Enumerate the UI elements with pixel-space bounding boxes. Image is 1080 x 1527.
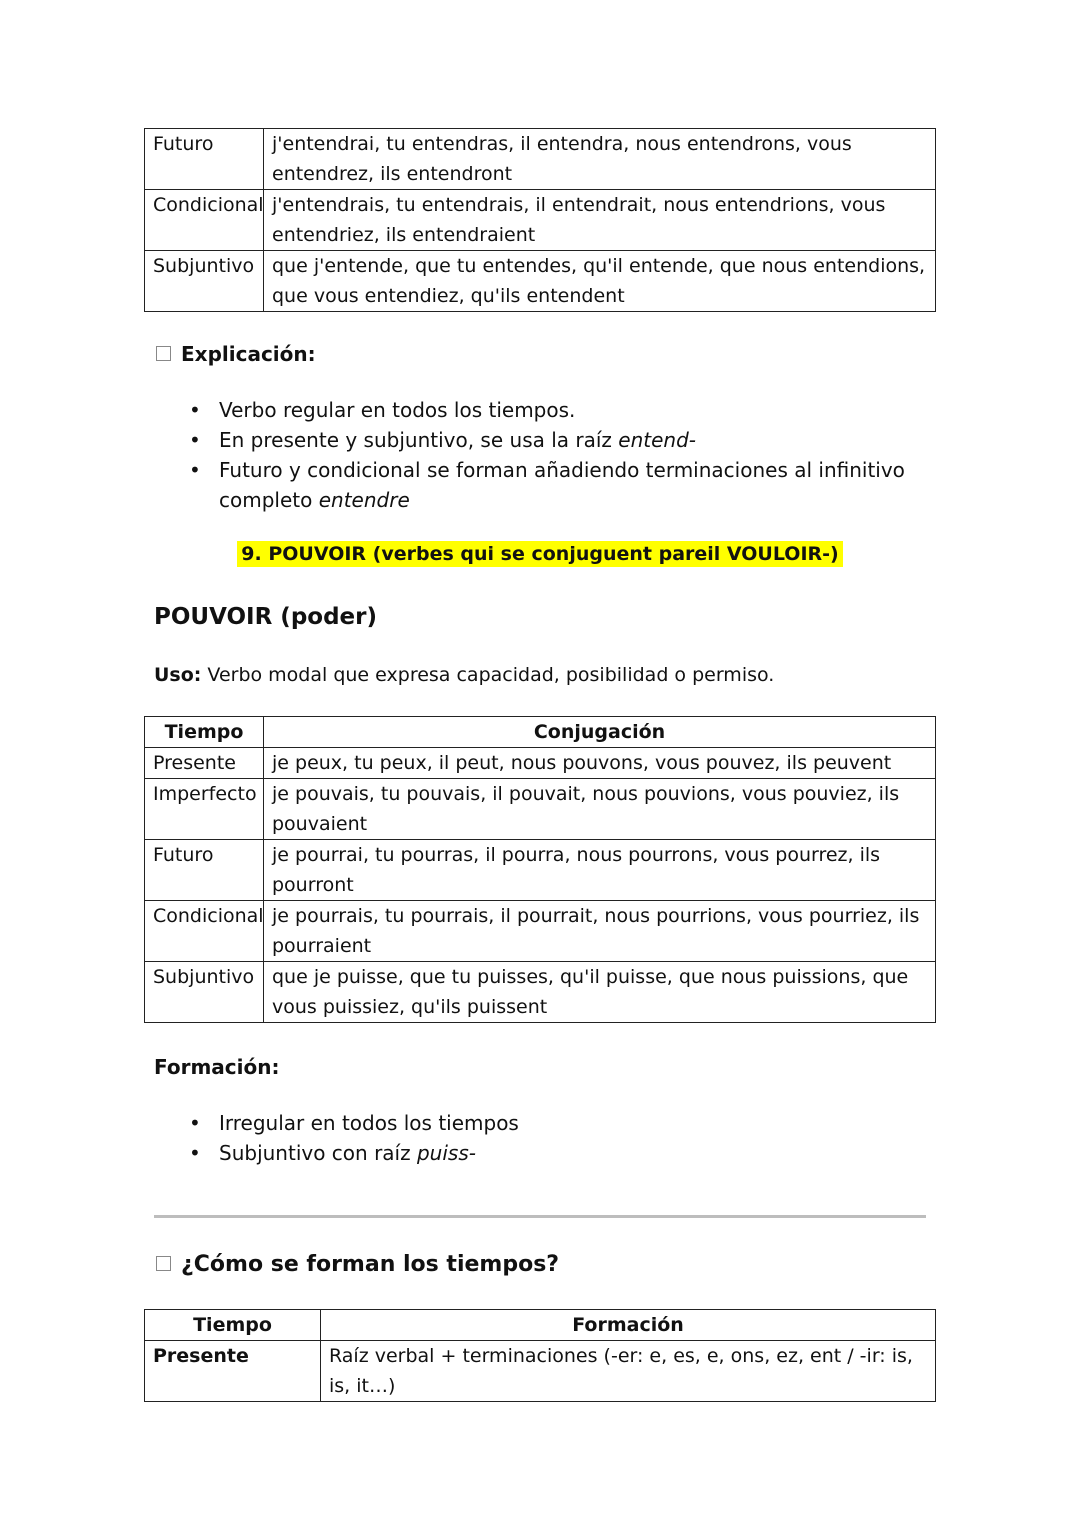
list-item-text: En presente y subjuntivo, se usa la raíz bbox=[219, 428, 619, 452]
table-row bbox=[145, 1341, 936, 1402]
conjugation-cell: que je puisse, que tu puisses, qu'il puisse, que nous puissions, que vous puissiez, qu'ils puissent bbox=[264, 962, 936, 1023]
entendre-conjugation-table bbox=[144, 128, 936, 312]
list-item bbox=[219, 1108, 919, 1138]
conjugation-cell: je pouvais, tu pouvais, il pouvait, nous pouvions, vous pouviez, ils pouvaient bbox=[264, 779, 936, 840]
tense-cell: Imperfecto bbox=[145, 779, 264, 840]
tiempos-section-title bbox=[156, 1252, 559, 1277]
table-header-row bbox=[145, 717, 936, 748]
tense-cell: Futuro bbox=[145, 129, 264, 190]
table-row bbox=[145, 748, 936, 779]
table-row bbox=[145, 840, 936, 901]
column-header: Formación bbox=[321, 1310, 936, 1341]
tense-cell: Presente bbox=[145, 1341, 321, 1402]
list-item-text: Verbo regular en todos los tiempos. bbox=[219, 398, 576, 422]
pouvoir-conjugation-table bbox=[144, 716, 936, 1023]
horizontal-divider bbox=[154, 1215, 926, 1218]
uso-text: Verbo modal que expresa capacidad, posibilidad o permiso. bbox=[201, 664, 775, 686]
conjugation-cell: je pourrai, tu pourras, il pourra, nous pourrons, vous pourrez, ils pourront bbox=[264, 840, 936, 901]
section-9-title bbox=[0, 543, 1080, 565]
checkbox-icon[interactable] bbox=[156, 346, 171, 361]
tense-cell: Condicional bbox=[145, 901, 264, 962]
table-row bbox=[145, 190, 936, 251]
tense-cell: Condicional bbox=[145, 190, 264, 251]
list-item bbox=[219, 425, 919, 455]
tiempos-formation-table bbox=[144, 1309, 936, 1402]
conjugation-cell: j'entendrai, tu entendras, il entendra, nous entendrons, vous entendrez, ils entendront bbox=[264, 129, 936, 190]
column-header: Conjugación bbox=[264, 717, 936, 748]
table-row bbox=[145, 129, 936, 190]
uso-label: Uso: bbox=[154, 664, 202, 686]
list-item-emphasis: entendre bbox=[318, 488, 410, 512]
tense-cell: Subjuntivo bbox=[145, 251, 264, 312]
table-row bbox=[145, 962, 936, 1023]
list-item-emphasis: entend- bbox=[618, 428, 697, 452]
explicacion-heading bbox=[156, 342, 316, 366]
tiempos-title-text: ¿Cómo se forman los tiempos? bbox=[181, 1252, 560, 1277]
list-item-text: Subjuntivo con raíz bbox=[219, 1141, 417, 1165]
formation-cell: Raíz verbal + terminaciones (-er: e, es, e, ons, ez, ent / -ir: is, is, it…) bbox=[321, 1341, 936, 1402]
list-item bbox=[219, 395, 919, 425]
verb-title: POUVOIR (poder) bbox=[154, 604, 378, 630]
conjugation-cell: je pourrais, tu pourrais, il pourrait, nous pourrions, vous pourriez, ils pourraient bbox=[264, 901, 936, 962]
tense-cell: Futuro bbox=[145, 840, 264, 901]
tense-cell: Subjuntivo bbox=[145, 962, 264, 1023]
checkbox-icon[interactable] bbox=[156, 1256, 171, 1271]
conjugation-cell: je peux, tu peux, il peut, nous pouvons, vous pouvez, ils peuvent bbox=[264, 748, 936, 779]
conjugation-cell: j'entendrais, tu entendrais, il entendrait, nous entendrions, vous entendriez, ils entendraient bbox=[264, 190, 936, 251]
table-header-row bbox=[145, 1310, 936, 1341]
table-row bbox=[145, 779, 936, 840]
tense-cell: Presente bbox=[145, 748, 264, 779]
list-item-emphasis: puiss- bbox=[416, 1141, 476, 1165]
explicacion-title: Explicación: bbox=[181, 342, 316, 366]
conjugation-cell: que j'entende, que tu entendes, qu'il entende, que nous entendions, que vous entendiez, qu'ils entendent bbox=[264, 251, 936, 312]
table-row bbox=[145, 251, 936, 312]
column-header: Tiempo bbox=[145, 717, 264, 748]
column-header: Tiempo bbox=[145, 1310, 321, 1341]
highlighted-heading: 9. POUVOIR (verbes qui se conjuguent pareil VOULOIR-) bbox=[237, 541, 842, 567]
explicacion-list bbox=[219, 395, 919, 515]
table-row bbox=[145, 901, 936, 962]
uso-line bbox=[154, 664, 774, 686]
list-item-text: Irregular en todos los tiempos bbox=[219, 1111, 519, 1135]
list-item-text: Futuro y condicional se forman añadiendo terminaciones al infinitivo completo bbox=[219, 458, 905, 512]
formacion-heading: Formación: bbox=[154, 1055, 280, 1079]
list-item bbox=[219, 455, 919, 515]
list-item bbox=[219, 1138, 919, 1168]
formacion-list bbox=[219, 1108, 919, 1168]
